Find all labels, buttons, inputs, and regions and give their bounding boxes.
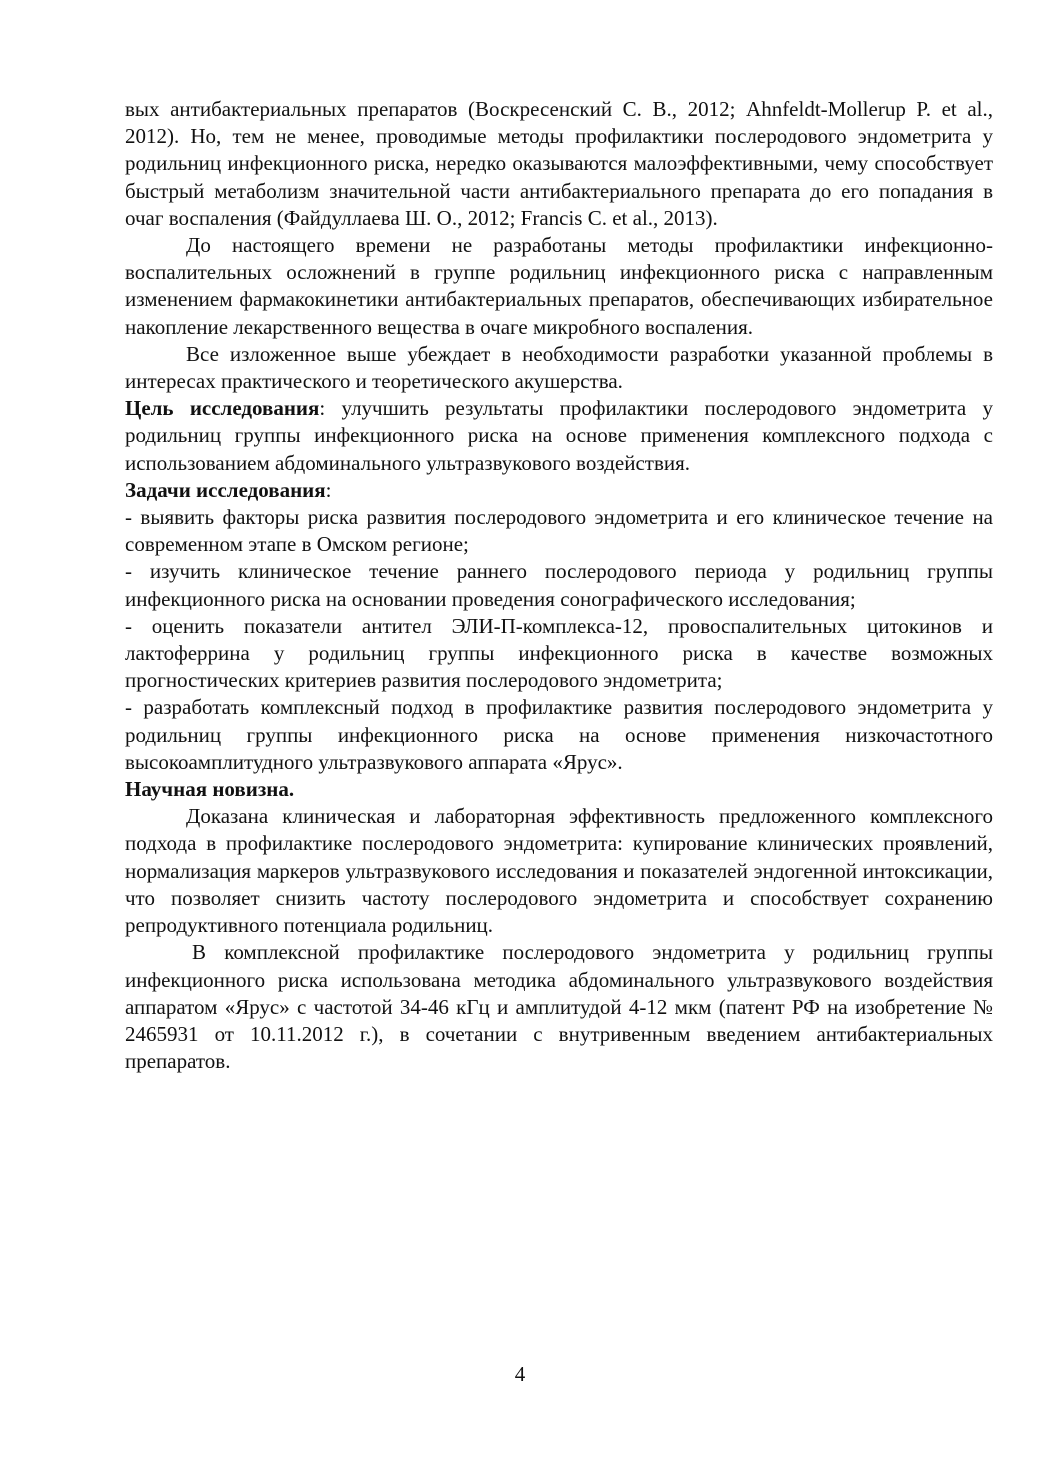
novelty-paragraph: Доказана клиническая и лабораторная эффективность предложенного комплексного подхода в профилактике послеродового эндометрита: купирование клинических проявлений, нормализация маркеров ультразвукового исследования и показателей эндогенной интоксикации, что позволяет снизить частоту послеродового эндометрита и способствует сохранению репродуктивного потенциала родильниц.	[125, 804, 993, 938]
task-item: - выявить факторы риска развития послеродового эндометрита и его клиническое течение на современном этапе в Омском регионе;	[125, 505, 993, 557]
tasks-colon: :	[325, 477, 332, 502]
goal-heading: Цель исследования	[125, 396, 320, 421]
page-number: 4	[514, 1362, 526, 1386]
goal-text: : улучшить результаты профилактики послеродового эндометрита у родильниц группы инфекционного риска на основе применения комплексного подхода с использованием абдоминального ультразвукового воздействия.	[125, 396, 993, 475]
paragraph-intro: вых антибактериальных препаратов (Воскресенский С. В., 2012; Ahnfeldt-Mollerup P. et al., 2012). Но, тем не менее, проводимые методы профилактики послеродового эндометрита у родильниц инфекционного риска, нередко оказываются малоэффективными, чему способствует быстрый метаболизм значительной части антибактериального препарата до его попадания в очаг воспаления (Файдуллаева Ш. О., 2012; Francis C. et al., 2013).	[125, 97, 993, 230]
document-page	[125, 96, 993, 1075]
goal-paragraph	[125, 395, 993, 477]
paragraph-conclusion: Все изложенное выше убеждает в необходимости разработки указанной проблемы в интересах практического и теоретического акушерства.	[125, 341, 993, 394]
tasks-heading-line	[125, 477, 993, 504]
tasks-heading: Задачи исследования	[125, 477, 326, 502]
task-item: - оценить показатели антител ЭЛИ-П-комплекса-12, провоспалительных цитокинов и лактоферрина у родильниц группы инфекционного риска в качестве возможных прогностических критериев развития послеродового эндометрита;	[125, 613, 993, 693]
task-item: - изучить клиническое течение раннего послеродового периода у родильниц группы инфекционного риска на основании проведения сонографического исследования;	[125, 559, 993, 611]
task-item: - разработать комплексный подход в профилактике развития послеродового эндометрита у родильниц группы инфекционного риска на основе применения низкочастотного высокоамплитудного ультразвукового аппарата «Ярус».	[125, 695, 993, 774]
method-paragraph: В комплексной профилактике послеродового эндометрита у родильниц группы инфекционного риска использована методика абдоминального ультразвукового воздействия аппаратом «Ярус» с частотой 34-46 кГц и амплитудой 4-12 мкм (патент РФ на изобретение № 2465931 от 10.11.2012 г.), в сочетании с внутривенным введением антибактериальных препаратов.	[125, 940, 993, 1074]
paragraph-not-developed: До настоящего времени не разработаны методы профилактики инфекционно-воспалительных осложнений в группе родильниц инфекционного риска с направленным изменением фармакокинетики антибактериальных препаратов, обеспечивающих избирательное накопление лекарственного вещества в очаге микробного воспаления.	[125, 233, 993, 339]
novelty-heading: Научная новизна.	[125, 777, 295, 802]
